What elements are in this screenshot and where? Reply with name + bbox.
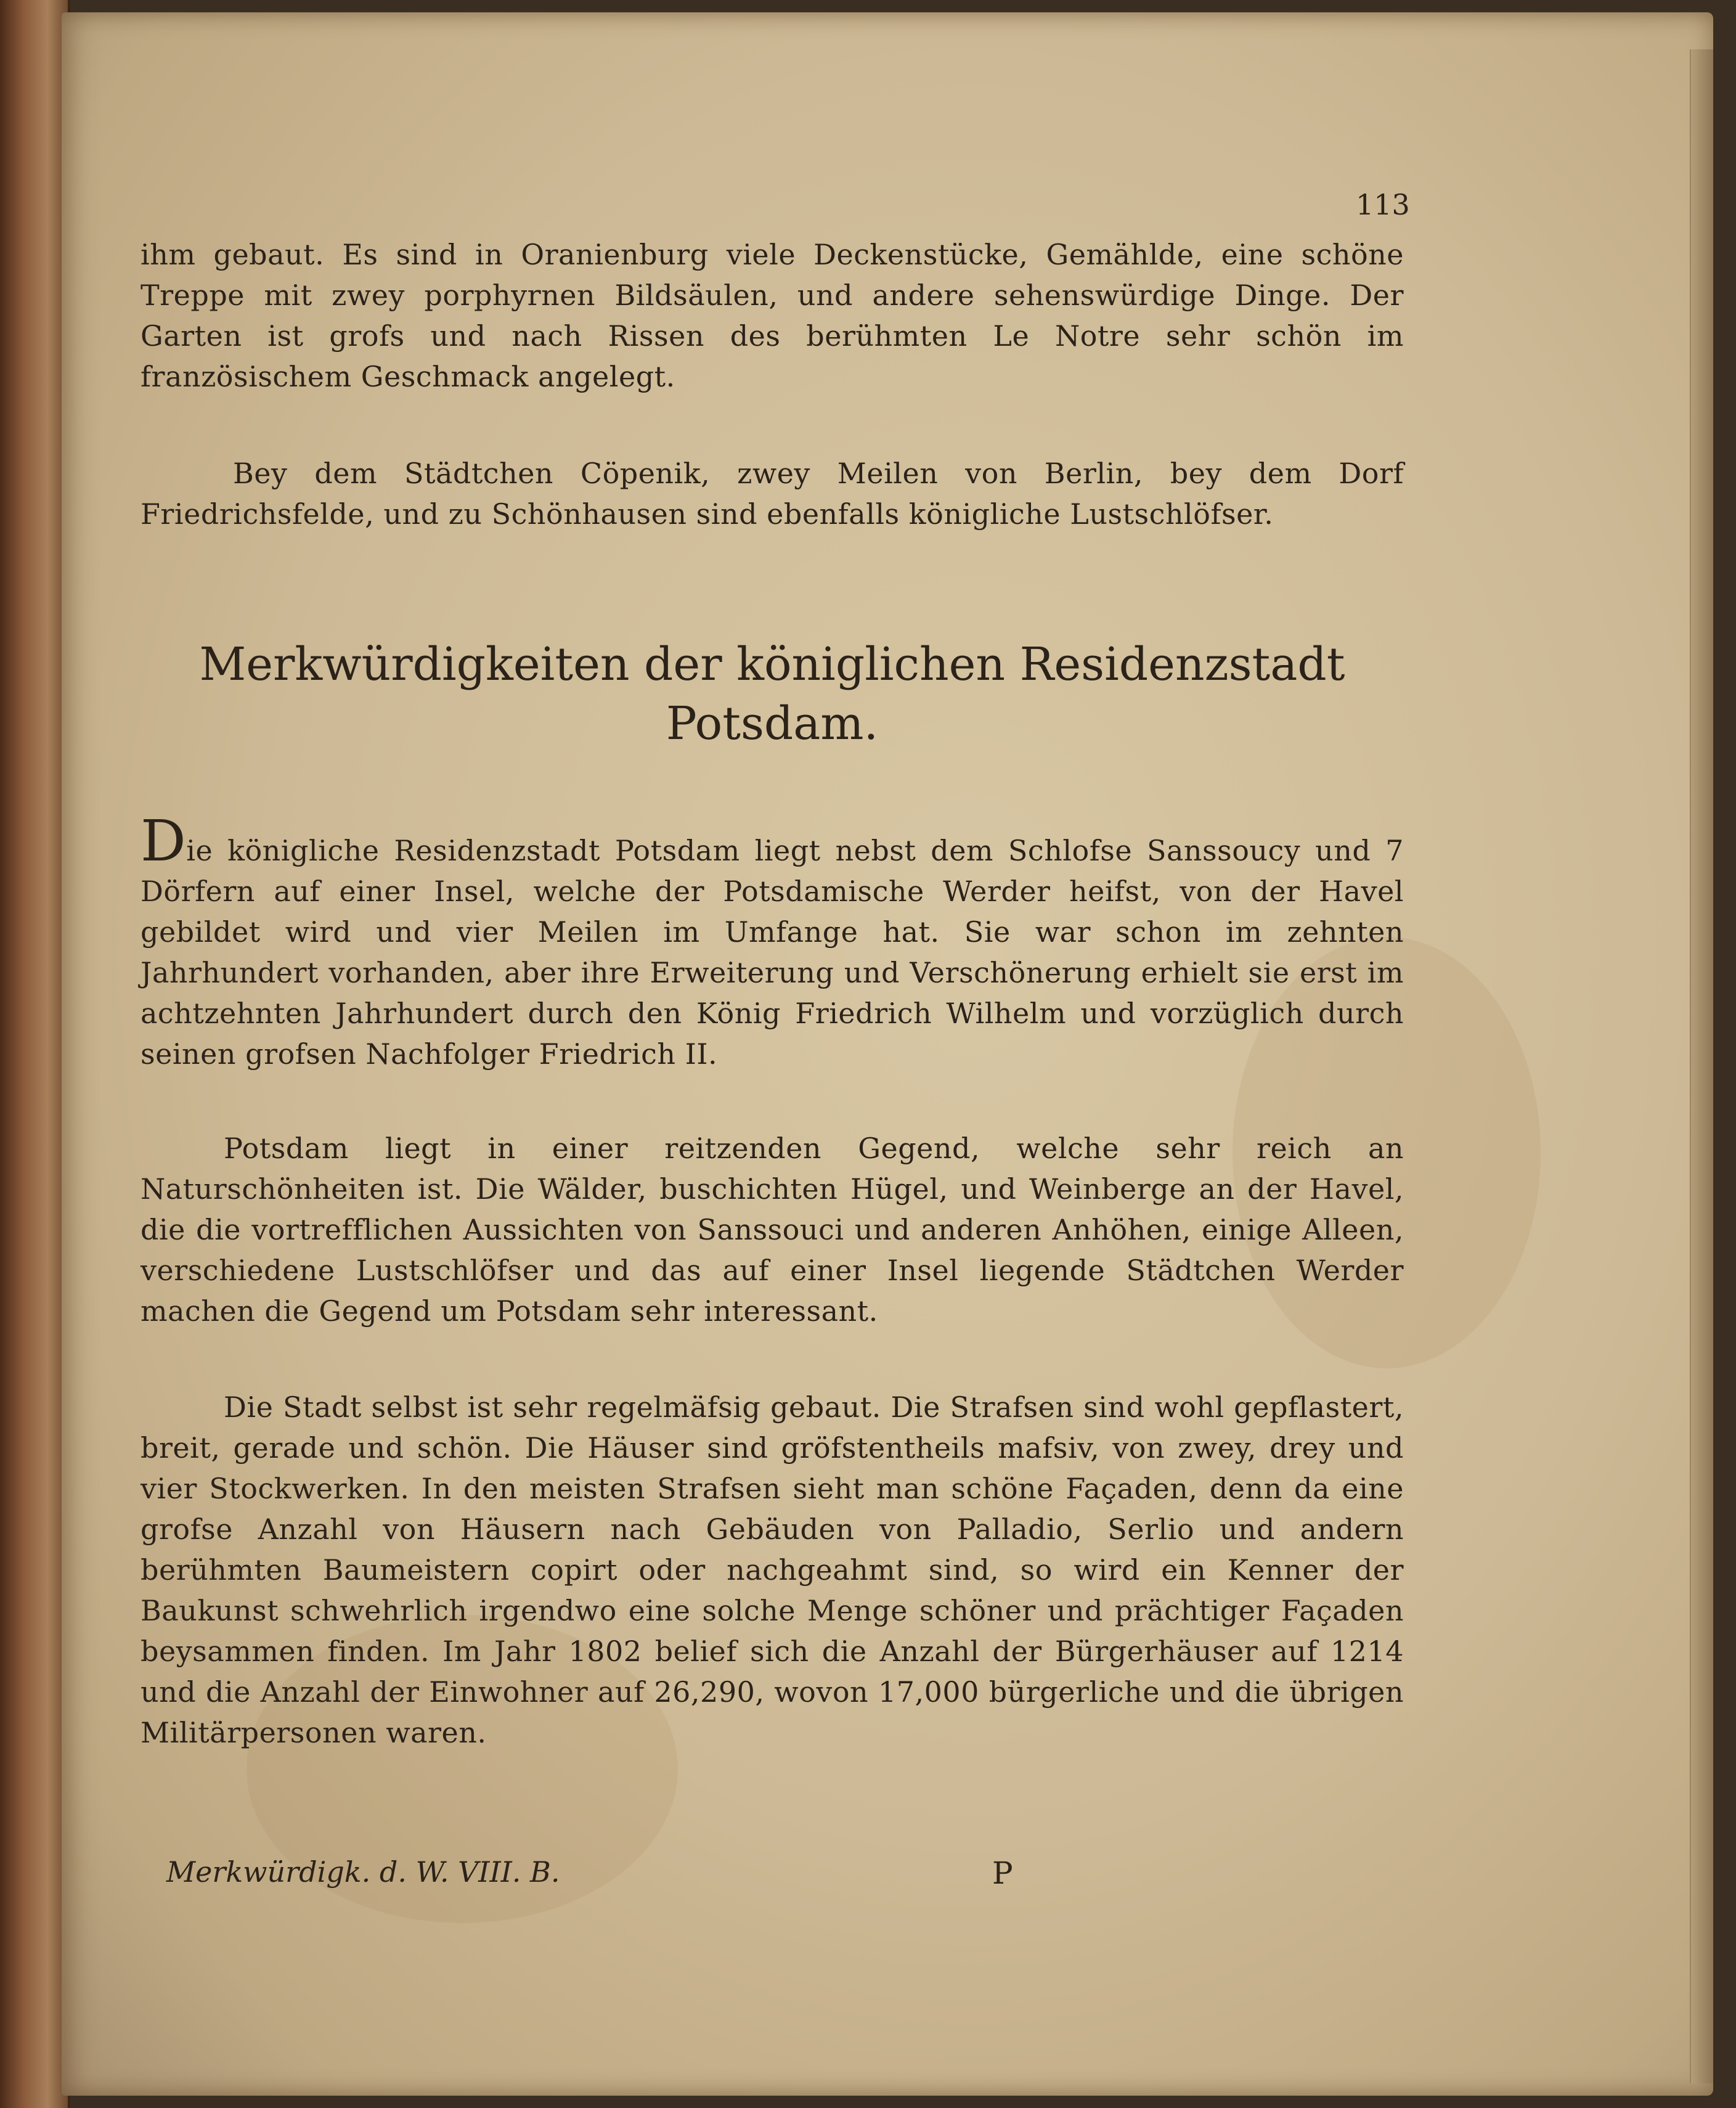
paragraph-residenzstadt xyxy=(141,808,1404,1074)
paragraph-residenzstadt-text: ie königliche Residenzstadt Potsdam liegt nebst dem Schlofse Sanssoucy und 7 Dörfern auf einer Insel, welche der Potsdamische Werder heifst, von der Havel gebildet wird und vier Meilen im Umfange hat. Sie war schon im zehnten Jahrhundert vorhanden, aber ihre Erweiterung und Verschönerung erhielt sie erst im achtzehnten Jahrhundert durch den König Friedrich Wilhelm und vorzüglich durch seinen grofsen Nachfolger Friedrich II. xyxy=(141,834,1404,1071)
paragraph-gegend: Potsdam liegt in einer reitzenden Gegend, welche sehr reich an Naturschönheiten ist. Die Wälder, buschichten Hügel, und Weinberge an der Havel, die die vortrefflichen Aussichten von Sanssouci und anderen Anhöhen, einige Alleen, verschiedene Lustschlöfser und das auf einer Insel liegende Städtchen Werder machen die Gegend um Potsdam sehr interessant. xyxy=(141,1132,1404,1328)
heading-line-2: Potsdam. xyxy=(666,697,879,750)
paragraph-coepenik: Bey dem Städtchen Cöpenik, zwey Meilen von Berlin, bey dem Dorf Friedrichsfelde, und zu Schönhausen sind ebenfalls königliche Lustschlöfser. xyxy=(141,457,1404,531)
footer-sheet-letter: P xyxy=(992,1855,1013,1891)
paragraph-oranienburg: ihm gebaut. Es sind in Oranienburg viele Deckenstücke, Gemählde, eine schöne Treppe mit zwey porphyrnen Bildsäulen, und andere sehenswürdige Dinge. Der Garten ist grofs und nach Rissen des berühmten Le Notre sehr schön im französischem Geschmack angelegt. xyxy=(141,238,1404,393)
footer-signature: Merkwürdigk. d. W. VIII. B. xyxy=(166,1855,560,1889)
paragraph-stadt: Die Stadt selbst ist sehr regelmäfsig gebaut. Die Strafsen sind wohl gepflastert, breit, gerade und schön. Die Häuser sind gröfstentheils mafsiv, von zwey, drey und vier Stockwerken. In den meisten Strafsen sieht man schöne Façaden, denn da eine grofse Anzahl von Häusern nach Gebäuden von Palladio, Serlio und andern berühmten Baumeistern copirt oder nachgeahmt sind, so wird ein Kenner der Baukunst schwehrlich irgendwo eine solche Menge schöner und prächtiger Façaden beysammen finden. Im Jahr 1802 belief sich die Anzahl der Bürgerhäuser auf 1214 und die Anzahl der Einwohner auf 26,290, wovon 17,000 bürgerliche und die übrigen Militärpersonen waren. xyxy=(141,1391,1404,1749)
page-number: 113 xyxy=(1356,188,1410,221)
book-spine xyxy=(0,0,70,2108)
heading-line-1: Merkwürdigkeiten der königlichen Residenzstadt xyxy=(199,638,1345,691)
section-heading xyxy=(141,635,1404,753)
drop-cap: D xyxy=(141,808,187,874)
page-edge xyxy=(1690,49,1713,2083)
